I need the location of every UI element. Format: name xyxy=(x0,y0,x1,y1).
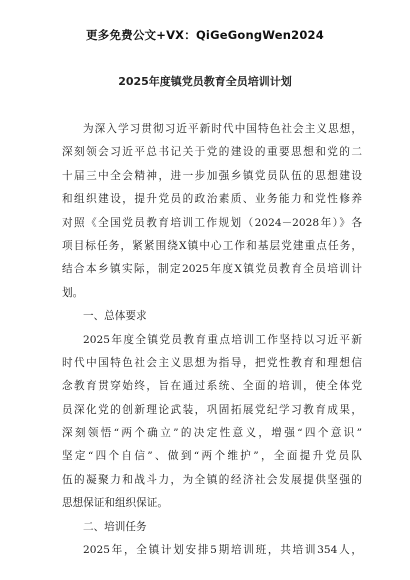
paragraph-line: 员深化党的创新理论武装，巩固拓展党纪学习教育成果， xyxy=(62,403,362,416)
paragraph-line: 划。 xyxy=(62,286,84,299)
paragraph-line: 对照《全国党员教育培训工作规划（2024－2028年）》各 xyxy=(62,216,362,229)
document-body xyxy=(62,118,362,562)
watermark-text: 更多免费公文+VX：QiGeGongWen2024 xyxy=(86,28,324,42)
paragraph-line: 为深入学习贯彻习近平新时代中国特色社会主义思想， xyxy=(83,123,362,135)
paragraph-line: 2025年，全镇计划安排5期培训班，共培训354人， xyxy=(83,544,362,557)
paragraph-line: 时代中国特色社会主义思想为指导，把党性教育和理想信 xyxy=(62,356,362,369)
section-heading: 二、培训任务 xyxy=(83,520,147,533)
paragraph-line: 深刻领悟“两个确立”的决定性意义，增强“四个意识” xyxy=(62,427,362,440)
paragraph-line: 2025年度全镇党员教育重点培训工作坚持以习近平新 xyxy=(83,333,362,346)
paragraph-line: 结合本乡镇实际，制定2025年度X镇党员教育全员培训计 xyxy=(62,263,362,276)
paragraph-line: 坚定“四个自信”、做到“两个维护”，全面提升党员队 xyxy=(62,450,362,463)
paragraph-line: 十届三中全会精神，进一步加强乡镇党员队伍的思想建设 xyxy=(62,169,362,182)
paragraph-line: 项目标任务，紧紧围绕X镇中心工作和基层党建重点任务， xyxy=(62,239,362,252)
paragraph-line: 和组织建设，提升党员的政治素质、业务能力和党性修养 xyxy=(62,193,362,206)
paragraph-line: 思想保证和组织保证。 xyxy=(62,497,168,510)
paragraph-line: 深刻领会习近平总书记关于党的建设的重要思想和党的二 xyxy=(62,146,362,159)
document-title: 2025年度镇党员教育全员培训计划 xyxy=(118,75,292,88)
paragraph-line: 念教育贯穿始终，旨在通过系统、全面的培训，使全体党 xyxy=(62,380,362,393)
section-heading: 一、总体要求 xyxy=(83,310,147,323)
paragraph-line: 伍的凝聚力和战斗力，为全镇的经济社会发展提供坚强的 xyxy=(62,473,362,486)
